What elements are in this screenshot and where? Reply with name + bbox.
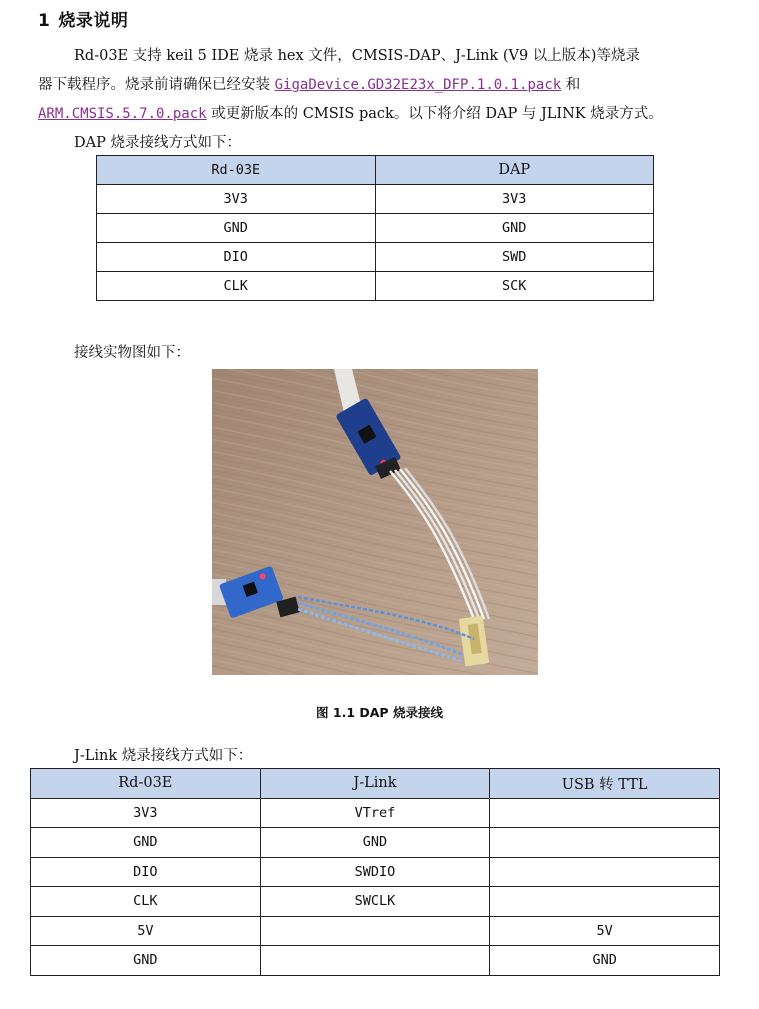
section-title: 烧录说明 bbox=[58, 11, 129, 31]
table-cell: CLK bbox=[97, 272, 376, 301]
table-cell: DIO bbox=[97, 243, 376, 272]
section-number: 1 bbox=[38, 11, 51, 31]
table-header-cell: USB 转 TTL bbox=[490, 769, 720, 799]
photo-intro: 接线实物图如下： bbox=[74, 345, 190, 361]
table-cell: SWD bbox=[375, 243, 654, 272]
section-heading bbox=[38, 6, 128, 31]
table-cell: CLK bbox=[31, 887, 261, 917]
table-cell: 5V bbox=[490, 916, 720, 946]
table-header-cell: Rd-03E bbox=[31, 769, 261, 799]
table-row bbox=[97, 185, 654, 214]
table-cell bbox=[490, 828, 720, 858]
table-cell bbox=[490, 798, 720, 828]
dap-intro: DAP 烧录接线方式如下： bbox=[74, 135, 241, 151]
table-cell: DIO bbox=[31, 857, 261, 887]
dap-wiring-table bbox=[96, 155, 654, 301]
table-row bbox=[97, 214, 654, 243]
table-row bbox=[31, 857, 720, 887]
jlink-wiring-table bbox=[30, 768, 720, 976]
table-header-row bbox=[97, 156, 654, 185]
table-cell: GND bbox=[97, 214, 376, 243]
figure-caption: 图 1.1 DAP 烧录接线 bbox=[316, 705, 443, 720]
wiring-photo-image bbox=[212, 369, 538, 675]
table-row bbox=[31, 887, 720, 917]
table-cell: GND bbox=[31, 828, 261, 858]
table-cell: GND bbox=[260, 828, 490, 858]
table-cell: SWDIO bbox=[260, 857, 490, 887]
table-cell bbox=[490, 857, 720, 887]
table-cell: 3V3 bbox=[375, 185, 654, 214]
table-cell: GND bbox=[490, 946, 720, 976]
table-cell bbox=[260, 916, 490, 946]
table-cell: GND bbox=[31, 946, 261, 976]
table-header-cell: DAP bbox=[375, 156, 654, 185]
table-row bbox=[97, 243, 654, 272]
table-header-cell: J-Link bbox=[260, 769, 490, 799]
table-cell: 5V bbox=[31, 916, 261, 946]
gd32-pack-link[interactable]: GigaDevice.GD32E23x_DFP.1.0.1.pack bbox=[274, 77, 562, 93]
jlink-intro: J-Link 烧录接线方式如下： bbox=[74, 748, 253, 764]
table-row bbox=[31, 828, 720, 858]
table-row bbox=[97, 272, 654, 301]
table-cell: GND bbox=[375, 214, 654, 243]
intro-line-3-text: 或更新版本的 CMSIS pack。以下将介绍 DAP 与 JLINK 烧录方式。 bbox=[206, 106, 663, 122]
table-header-cell: Rd-03E bbox=[97, 156, 376, 185]
intro-line-2-text: 器下载程序。烧录前请确保已经安装 bbox=[38, 77, 275, 93]
intro-line-2-suffix: 和 bbox=[561, 77, 581, 93]
table-row bbox=[31, 946, 720, 976]
wiring-photo bbox=[212, 369, 538, 675]
intro-line-3 bbox=[38, 100, 728, 129]
table-cell: SWCLK bbox=[260, 887, 490, 917]
table-cell bbox=[260, 946, 490, 976]
intro-line-2 bbox=[38, 71, 728, 100]
intro-paragraph bbox=[38, 42, 728, 158]
table-cell bbox=[490, 887, 720, 917]
table-cell: VTref bbox=[260, 798, 490, 828]
table-cell: 3V3 bbox=[31, 798, 261, 828]
table-row bbox=[31, 798, 720, 828]
table-header-row bbox=[31, 769, 720, 799]
table-cell: SCK bbox=[375, 272, 654, 301]
intro-line-1: Rd-03E 支持 keil 5 IDE 烧录 hex 文件，CMSIS-DAP、J-Link (V9 以上版本)等烧录 bbox=[74, 48, 640, 64]
cmsis-pack-link[interactable]: ARM.CMSIS.5.7.0.pack bbox=[38, 106, 207, 122]
table-row bbox=[31, 916, 720, 946]
table-cell: 3V3 bbox=[97, 185, 376, 214]
